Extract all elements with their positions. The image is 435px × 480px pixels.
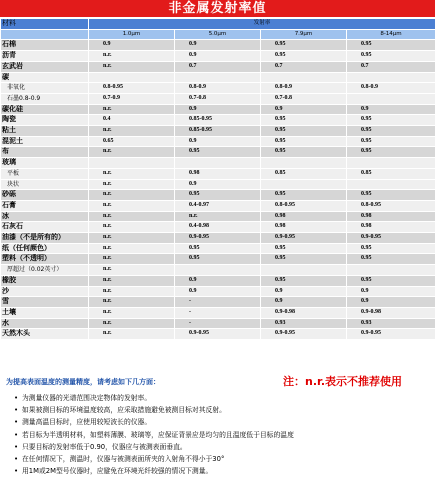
- emissivity-value: n.r.: [89, 104, 175, 115]
- emissivity-value: 0.95: [175, 147, 261, 158]
- tip-item: [14, 392, 294, 404]
- material-name: 纸（任何颜色）: [1, 243, 89, 254]
- emissivity-value: 0.9: [175, 40, 261, 51]
- emissivity-header: 发射率: [89, 19, 435, 30]
- material-name: 沥青: [1, 51, 89, 62]
- bullet-icon: •: [14, 467, 19, 476]
- emissivity-value: 0.98: [175, 168, 261, 179]
- emissivity-value: n.r.: [89, 265, 175, 276]
- emissivity-value: 0.7: [261, 61, 347, 72]
- material-name: 粘土: [1, 126, 89, 137]
- table-row: [1, 275, 435, 286]
- emissivity-value: -: [175, 318, 261, 329]
- wavelength-header-blank: [1, 29, 89, 40]
- emissivity-value: 0.9: [175, 136, 261, 147]
- table-row: [1, 179, 435, 190]
- material-name: 石膏: [1, 200, 89, 211]
- material-name: 砂砾: [1, 190, 89, 201]
- emissivity-value: n.r.: [89, 222, 175, 233]
- material-name: 石墨0.8-0.9: [1, 93, 89, 104]
- table-row: [1, 297, 435, 308]
- emissivity-value: 0.9: [175, 286, 261, 297]
- emissivity-value: 0.95: [347, 147, 435, 158]
- table-row: [1, 168, 435, 179]
- table-row: [1, 211, 435, 222]
- emissivity-value: 0.85-0.95: [175, 115, 261, 126]
- emissivity-value: 0.98: [261, 222, 347, 233]
- emissivity-value: [261, 265, 347, 276]
- tip-item: [14, 453, 294, 465]
- tip-item: [14, 441, 294, 453]
- emissivity-value: n.r.: [89, 297, 175, 308]
- emissivity-value: 0.9-0.95: [175, 329, 261, 340]
- emissivity-value: n.r.: [89, 200, 175, 211]
- table-row: [1, 136, 435, 147]
- tip-text: 用1M或2M型号仪器时，应避免在环境光纤较强的情况下测量。: [22, 467, 213, 476]
- emissivity-value: 0.7: [175, 61, 261, 72]
- table-row: [1, 115, 435, 126]
- emissivity-value: [347, 179, 435, 190]
- band-header: 8-14μm: [347, 29, 435, 40]
- emissivity-value: 0.8-0.9: [347, 83, 435, 94]
- tip-item: [14, 465, 294, 477]
- material-name: 沙: [1, 286, 89, 297]
- material-name: 碳化硅: [1, 104, 89, 115]
- table-row: [1, 104, 435, 115]
- tip-text: 测量高温目标时，应使用较短波长的仪器。: [22, 418, 152, 427]
- emissivity-value: 0.9-0.98: [347, 307, 435, 318]
- emissivity-value: [261, 158, 347, 169]
- wavelength-header-row: [1, 29, 435, 40]
- emissivity-value: [175, 265, 261, 276]
- emissivity-value: 0.65: [89, 136, 175, 147]
- material-name: 布: [1, 147, 89, 158]
- emissivity-value: 0.95: [261, 243, 347, 254]
- table-row: [1, 51, 435, 62]
- emissivity-value: 0.95: [261, 254, 347, 265]
- table-row: [1, 158, 435, 169]
- table-row: [1, 254, 435, 265]
- emissivity-value: 0.8-0.9: [261, 83, 347, 94]
- emissivity-value: 0.9: [175, 275, 261, 286]
- table-row: [1, 93, 435, 104]
- table-row: [1, 61, 435, 72]
- material-name: 天然木头: [1, 329, 89, 340]
- emissivity-value: 0.95: [347, 275, 435, 286]
- emissivity-value: n.r.: [89, 126, 175, 137]
- tip-item: [14, 404, 294, 416]
- emissivity-value: 0.95: [261, 126, 347, 137]
- emissivity-value: 0.95: [347, 115, 435, 126]
- emissivity-value: 0.95: [261, 51, 347, 62]
- tip-text: 若目标为半透明材料，如塑料薄膜、玻璃等，应保证背景应是均匀的且温度低于目标的温度: [22, 430, 294, 439]
- emissivity-value: 0.9: [261, 286, 347, 297]
- emissivity-value: 0.9: [175, 51, 261, 62]
- emissivity-value: [261, 72, 347, 83]
- material-name: 塑料（不透明）: [1, 254, 89, 265]
- emissivity-value: 0.9-0.95: [175, 233, 261, 244]
- emissivity-value: [347, 93, 435, 104]
- tip-text: 只要目标的发射率低于0.90，仪器应与被测表面垂直。: [22, 442, 187, 451]
- material-name: 陶瓷: [1, 115, 89, 126]
- emissivity-value: 0.7-0.8: [175, 93, 261, 104]
- band-header: 5.0μm: [175, 29, 261, 40]
- material-name: 水: [1, 318, 89, 329]
- emissivity-value: [175, 72, 261, 83]
- material-name: 土壤: [1, 307, 89, 318]
- emissivity-value: 0.9: [261, 297, 347, 308]
- emissivity-value: 0.95: [347, 136, 435, 147]
- emissivity-value: 0.8-0.9: [175, 83, 261, 94]
- emissivity-value: 0.95: [175, 190, 261, 201]
- emissivity-value: 0.95: [347, 51, 435, 62]
- emissivity-value: [347, 72, 435, 83]
- tips-heading: 为提高表面温度的测量精度，请考虑如下几方面：: [6, 378, 160, 386]
- material-name: 冰: [1, 211, 89, 222]
- table-row: [1, 40, 435, 51]
- emissivity-value: -: [175, 307, 261, 318]
- table-header-row: [1, 19, 435, 30]
- table-row: [1, 222, 435, 233]
- emissivity-value: 0.4-0.98: [175, 222, 261, 233]
- table-row: [1, 329, 435, 340]
- table-row: [1, 307, 435, 318]
- material-name: 平板: [1, 168, 89, 179]
- emissivity-value: [89, 158, 175, 169]
- emissivity-value: 0.85: [347, 168, 435, 179]
- material-name: 油漆（不是所有的）: [1, 233, 89, 244]
- table-row: [1, 200, 435, 211]
- emissivity-value: 0.9-0.95: [347, 233, 435, 244]
- bullet-icon: •: [14, 430, 19, 439]
- tip-text: 为测量仪器的光谱范围决定物体的发射率。: [22, 394, 152, 402]
- emissivity-value: 0.95: [261, 136, 347, 147]
- material-name: 石棉: [1, 40, 89, 51]
- emissivity-value: n.r.: [89, 51, 175, 62]
- emissivity-value: [261, 179, 347, 190]
- material-name: 块状: [1, 179, 89, 190]
- bullet-icon: •: [14, 406, 19, 415]
- emissivity-value: 0.95: [261, 275, 347, 286]
- material-name: 混泥土: [1, 136, 89, 147]
- band-header: 1.0μm: [89, 29, 175, 40]
- table-row: [1, 233, 435, 244]
- emissivity-value: 0.95: [347, 254, 435, 265]
- bullet-icon: •: [14, 394, 19, 402]
- emissivity-value: n.r.: [89, 190, 175, 201]
- emissivity-value: [89, 72, 175, 83]
- emissivity-value: 0.7: [347, 61, 435, 72]
- emissivity-value: 0.7-0.9: [89, 93, 175, 104]
- emissivity-value: n.r.: [89, 243, 175, 254]
- emissivity-value: 0.95: [261, 190, 347, 201]
- emissivity-value: 0.95: [261, 115, 347, 126]
- emissivity-value: [175, 158, 261, 169]
- bullet-icon: •: [14, 442, 19, 451]
- bullet-icon: •: [14, 455, 19, 464]
- emissivity-value: [347, 265, 435, 276]
- material-name: 石灰石: [1, 222, 89, 233]
- table-row: [1, 318, 435, 329]
- material-name: 橡胶: [1, 275, 89, 286]
- emissivity-value: 0.98: [347, 222, 435, 233]
- emissivity-value: 0.9: [347, 104, 435, 115]
- tip-text: 在任何情况下，测温时，仪器与被测表面所夹的入射角不得小于30°: [22, 455, 225, 464]
- material-name: 厚超过（0.02英寸）: [1, 265, 89, 276]
- emissivity-value: 0.9-0.95: [347, 329, 435, 340]
- emissivity-value: 0.95: [175, 243, 261, 254]
- emissivity-value: 0.85-0.95: [175, 126, 261, 137]
- table-row: [1, 190, 435, 201]
- material-name: 雪: [1, 297, 89, 308]
- emissivity-value: 0.85: [261, 168, 347, 179]
- table-row: [1, 243, 435, 254]
- emissivity-value: 0.9: [175, 104, 261, 115]
- emissivity-value: n.r.: [89, 168, 175, 179]
- emissivity-value: 0.4: [89, 115, 175, 126]
- emissivity-value: 0.9: [175, 179, 261, 190]
- table-row: [1, 265, 435, 276]
- emissivity-table-body: [1, 19, 435, 340]
- emissivity-value: n.r.: [89, 211, 175, 222]
- emissivity-value: 0.9-0.98: [261, 307, 347, 318]
- band-header: 7.9μm: [261, 29, 347, 40]
- material-name: 玻璃: [1, 158, 89, 169]
- table-row: [1, 286, 435, 297]
- emissivity-value: 0.95: [261, 40, 347, 51]
- emissivity-value: 0.95: [347, 126, 435, 137]
- emissivity-value: 0.98: [261, 211, 347, 222]
- emissivity-value: -: [175, 297, 261, 308]
- table-row: [1, 72, 435, 83]
- emissivity-value: 0.9-0.95: [261, 329, 347, 340]
- emissivity-value: n.r.: [89, 318, 175, 329]
- emissivity-value: 0.8-0.95: [347, 200, 435, 211]
- emissivity-value: 0.95: [347, 40, 435, 51]
- emissivity-value: n.r.: [89, 307, 175, 318]
- table-row: [1, 147, 435, 158]
- tip-text: 如果被测目标的环境温度较高，应采取措施避免被测目标对其反射。: [22, 406, 226, 415]
- material-name: 碳: [1, 72, 89, 83]
- emissivity-value: n.r.: [89, 275, 175, 286]
- table-row: [1, 126, 435, 137]
- emissivity-value: 0.95: [347, 190, 435, 201]
- emissivity-value: 0.7-0.8: [261, 93, 347, 104]
- emissivity-value: n.r.: [89, 329, 175, 340]
- emissivity-value: [347, 158, 435, 169]
- emissivity-value: 0.98: [347, 211, 435, 222]
- bullet-icon: •: [14, 418, 19, 427]
- emissivity-value: n.r.: [89, 254, 175, 265]
- material-header: 材料: [1, 19, 89, 30]
- material-name: 玄武岩: [1, 61, 89, 72]
- emissivity-value: n.r.: [89, 179, 175, 190]
- emissivity-value: 0.93: [347, 318, 435, 329]
- tip-item: [14, 429, 294, 441]
- emissivity-value: 0.95: [347, 243, 435, 254]
- emissivity-value: 0.9: [347, 286, 435, 297]
- emissivity-value: n.r.: [175, 211, 261, 222]
- emissivity-value: n.r.: [89, 286, 175, 297]
- tip-item: [14, 416, 294, 428]
- emissivity-value: n.r.: [89, 61, 175, 72]
- emissivity-value: 0.8-0.95: [261, 200, 347, 211]
- emissivity-value: 0.9: [347, 297, 435, 308]
- material-name: 非氧化: [1, 83, 89, 94]
- tips-list: [14, 392, 294, 477]
- emissivity-value: 0.95: [261, 147, 347, 158]
- emissivity-value: 0.9: [261, 104, 347, 115]
- emissivity-value: n.r.: [89, 147, 175, 158]
- emissivity-value: 0.9: [89, 40, 175, 51]
- emissivity-value: 0.8-0.95: [89, 83, 175, 94]
- emissivity-value: 0.95: [175, 254, 261, 265]
- emissivity-value: n.r.: [89, 233, 175, 244]
- legend-note: 注：n.r.表示不推荐使用: [283, 375, 403, 388]
- emissivity-value: 0.4-0.97: [175, 200, 261, 211]
- emissivity-table: [0, 18, 435, 340]
- page-title: 非金属发射率值: [0, 0, 435, 17]
- emissivity-value: 0.93: [261, 318, 347, 329]
- emissivity-value: 0.9-0.95: [261, 233, 347, 244]
- table-row: [1, 83, 435, 94]
